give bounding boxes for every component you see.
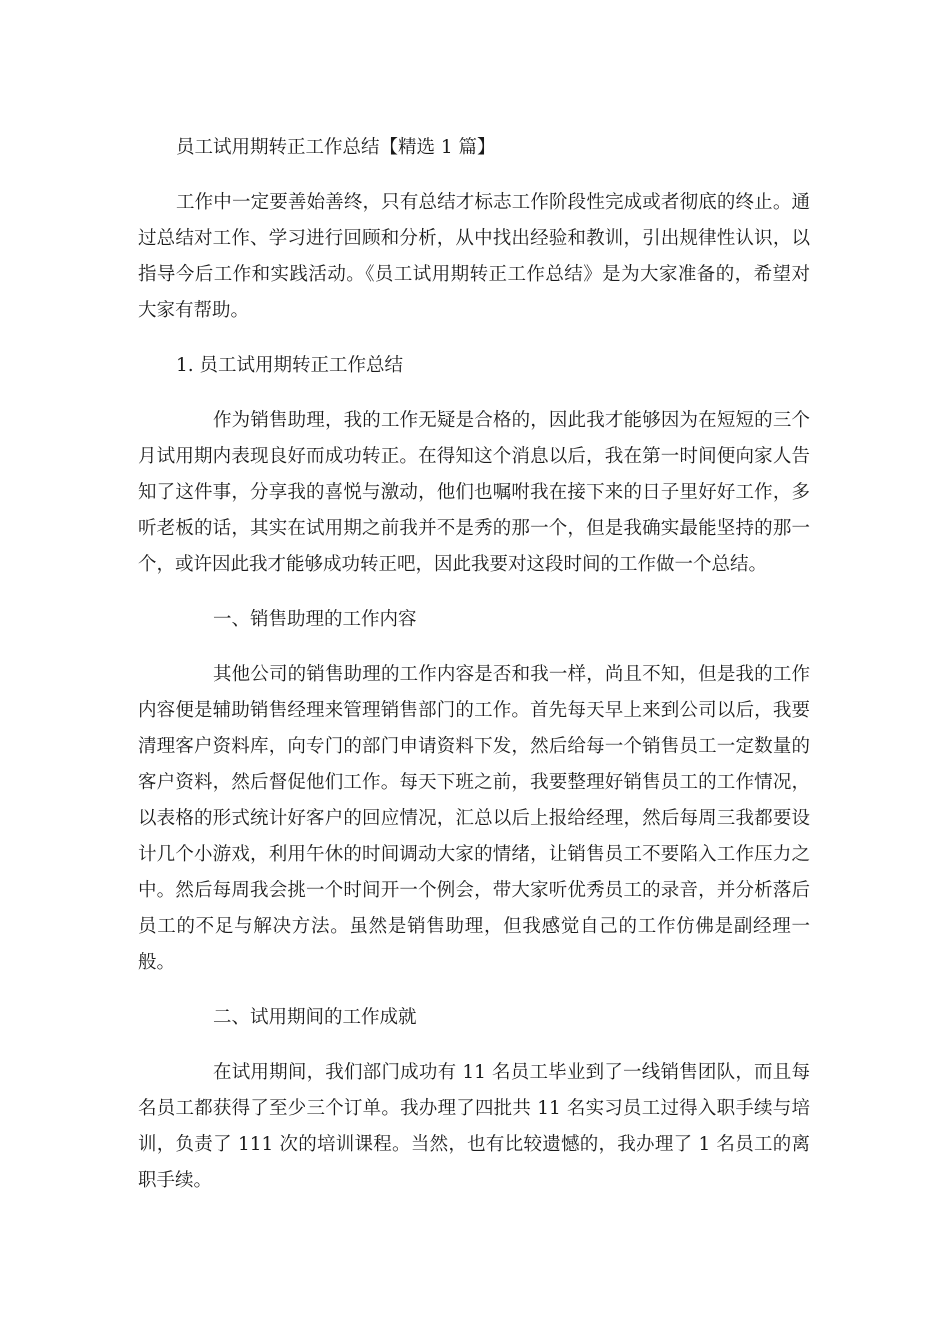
document-body <box>138 130 810 1218</box>
section-1-paragraph: 作为销售助理，我的工作无疑是合格的，因此我才能够因为在短短的三个月试用期内表现良好而成功转正。在得知这个消息以后，我在第一时间便向家人告知了这件事，分享我的喜悦与激动，他们也嘱咐我在接下来的日子里好好工作，多听老板的话，其实在试用期之前我并不是秀的那一个，但是我确实最能坚持的那一个，或许因此我才能够成功转正吧，因此我要对这段时间的工作做一个总结。 <box>138 410 810 575</box>
document-title: 员工试用期转正工作总结【精选 1 篇】 <box>176 137 496 158</box>
section-1-heading: 1. 员工试用期转正工作总结 <box>176 355 404 376</box>
subheading-achievements: 二、试用期间的工作成就 <box>213 1007 417 1028</box>
subheading-work-content: 一、销售助理的工作内容 <box>213 609 417 630</box>
achievements-paragraph: 在试用期间，我们部门成功有 11 名员工毕业到了一线销售团队，而且每名员工都获得了至少三个订单。我办理了四批共 11 名实习员工过得入职手续与培训，负责了 111 次的培训课程。当然，也有比较遗憾的，我办理了 1 名员工的离职手续。 <box>138 1062 810 1191</box>
intro-paragraph: 工作中一定要善始善终，只有总结才标志工作阶段性完成或者彻底的终止。通过总结对工作、学习进行回顾和分析，从中找出经验和教训，引出规律性认识，以指导今后工作和实践活动。《员工试用期转正工作总结》是为大家准备的，希望对大家有帮助。 <box>138 192 810 321</box>
work-content-paragraph: 其他公司的销售助理的工作内容是否和我一样，尚且不知，但是我的工作内容便是辅助销售经理来管理销售部门的工作。首先每天早上来到公司以后，我要清理客户资料库，向专门的部门申请资料下发，然后给每一个销售员工一定数量的客户资料，然后督促他们工作。每天下班之前，我要整理好销售员工的工作情况，以表格的形式统计好客户的回应情况，汇总以后上报给经理，然后每周三我都要设计几个小游戏，利用午休的时间调动大家的情绪，让销售员工不要陷入工作压力之中。然后每周我会挑一个时间开一个例会，带大家听优秀员工的录音，并分析落后员工的不足与解决方法。虽然是销售助理，但我感觉自己的工作仿佛是副经理一般。 <box>138 664 810 973</box>
